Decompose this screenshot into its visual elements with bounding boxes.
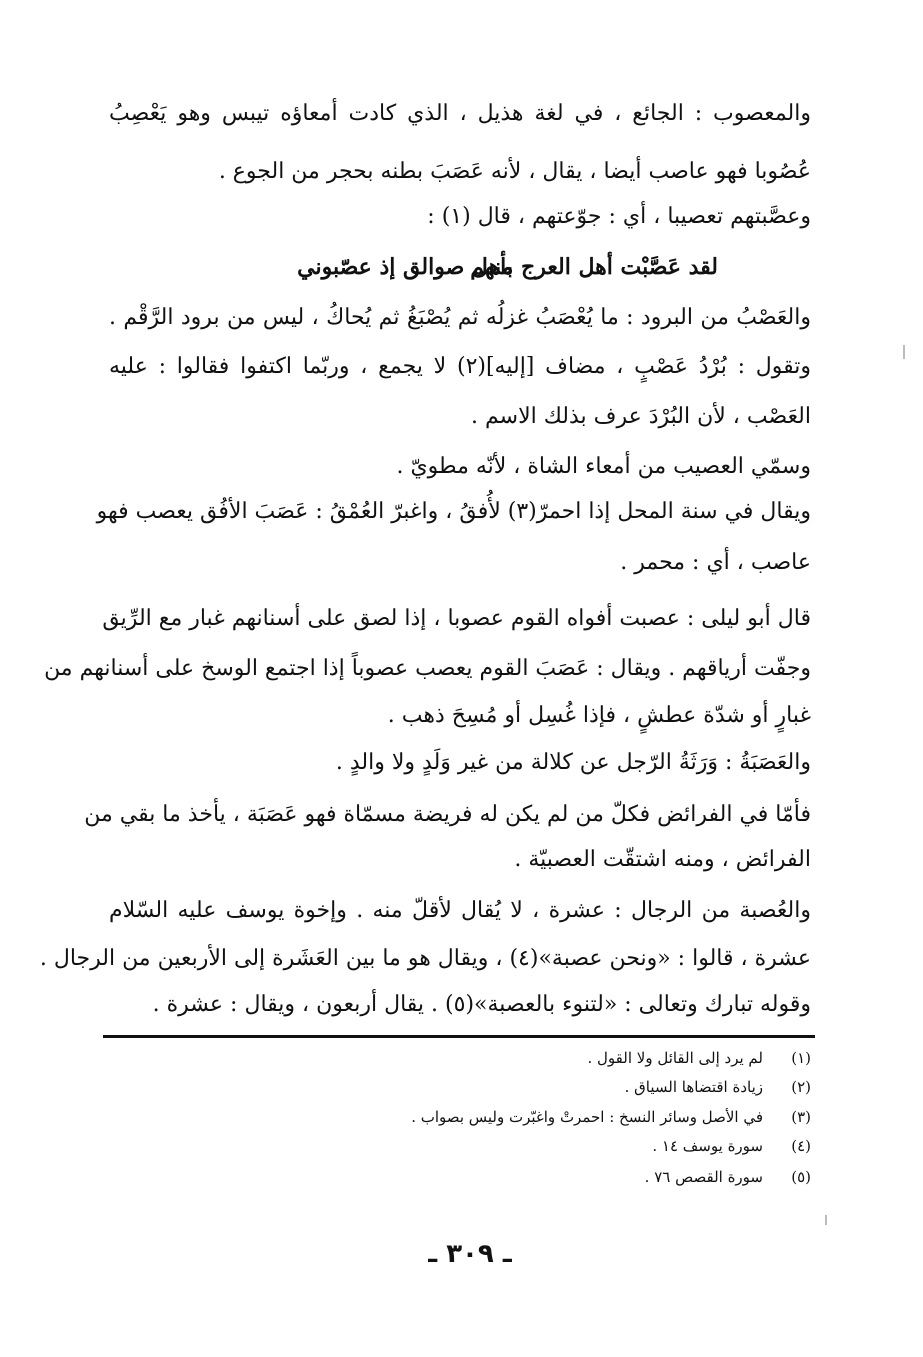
footnote-separator	[103, 1035, 815, 1038]
footnote-number-5: (٥)	[791, 1168, 811, 1186]
footnote-number-3: (٣)	[791, 1108, 811, 1126]
text-line-14: فأمّا في الفرائض فكلّ من لم يكن له فريضة مسمّاة فهو عَصَبَة ، يأخذ ما بقي من	[84, 802, 811, 827]
text-line-6: العَصْب ، لأن البُرْدَ عرف بذلك الاسم .	[471, 404, 811, 429]
footnote-number-4: (٤)	[791, 1137, 811, 1155]
footnote-text-3: في الأصل وسائر النسخ : احمرتْ واغبّرت وليس بصواب .	[411, 1108, 763, 1126]
text-line-10: قال أبو ليلى : عصبت أفواه القوم عصوبا ، إذا لصق على أسنانهم غبار مع الرِّيق	[102, 606, 811, 631]
footnote-text-2: زيادة اقتضاها السياق .	[624, 1078, 763, 1096]
footnote-text-5: سورة القصص ٧٦ .	[644, 1168, 763, 1186]
verse-second-hemistich: بأهل صوالق إذ عصّبوني	[297, 254, 513, 280]
text-line-5: وتقول : بُرْدُ عَصْبٍ ، مضاف [إليه](٢) لا يجمع ، وربّما اكتفوا فقالوا : عليه	[109, 354, 811, 379]
text-line-7: وسمّي العصيب من أمعاء الشاة ، لأنّه مطويّ .	[396, 454, 811, 479]
scan-mark	[903, 345, 905, 359]
text-line-17: عشرة ، قالوا : «ونحن عصبة»(٤) ، ويقال هو ما بين العَشَرة إلى الأربعين من الرجال .	[39, 946, 811, 971]
page-number: ـ ٣٠٩ ـ	[428, 1239, 512, 1269]
footnote-text-1: لم يرد إلى القائل ولا القول .	[587, 1049, 763, 1067]
text-line-9: عاصب ، أي : محمر .	[620, 550, 811, 575]
text-line-16: والعُصبة من الرجال : عشرة ، لا يُقال لأقلّ منه . وإخوة يوسف عليه السّلام	[109, 898, 811, 923]
footnote-number-1: (١)	[791, 1049, 811, 1067]
scan-mark	[825, 1215, 827, 1225]
text-line-2: عُصُوبا فهو عاصب أيضا ، يقال ، لأنه عَصَبَ بطنه بحجر من الجوع .	[218, 159, 811, 184]
text-line-15: الفرائض ، ومنه اشتقّت العصبيّة .	[514, 847, 811, 872]
text-line-18: وقوله تبارك وتعالى : «لتنوء بالعصبة»(٥) . يقال أربعون ، ويقال : عشرة .	[152, 992, 811, 1017]
footnote-number-2: (٢)	[791, 1078, 811, 1096]
text-line-3: وعصَّبتهم تعصيبا ، أي : جوّعتهم ، قال (١) :	[427, 204, 811, 229]
verse-first-hemistich: لقد عَصَّبْت أهل العرج منهم	[470, 254, 718, 280]
text-line-8: ويقال في سنة المحل إذا احمرّ(٣) لأُفقُ ، واغبرّ العُمْقُ : عَصَبَ الأفُق يعصب فهو	[96, 499, 811, 524]
text-line-4: والعَصْبُ من البرود : ما يُعْصَبُ غزلُه ثم يُصْبَغُ ثم يُحاكُ ، ليس من برود الرَّقْم .	[109, 305, 811, 330]
text-line-1: والمعصوب : الجائع ، في لغة هذيل ، الذي كادت أمعاؤه تيبس وهو يَعْصِبُ	[109, 101, 811, 126]
text-line-12: غبارٍ أو شدّة عطشٍ ، فإذا غُسِل أو مُسِحَ ذهب .	[387, 703, 811, 728]
text-line-11: وجفّت أرياقهم . ويقال : عَصَبَ القوم يعصب عصوباً إذا اجتمع الوسخ على أسنانهم من	[44, 656, 811, 681]
text-line-13: والعَصَبَةُ : وَرَثَةُ الرّجل عن كلالة من غير وَلَدٍ ولا والدٍ .	[335, 750, 811, 775]
footnote-text-4: سورة يوسف ١٤ .	[652, 1137, 763, 1155]
